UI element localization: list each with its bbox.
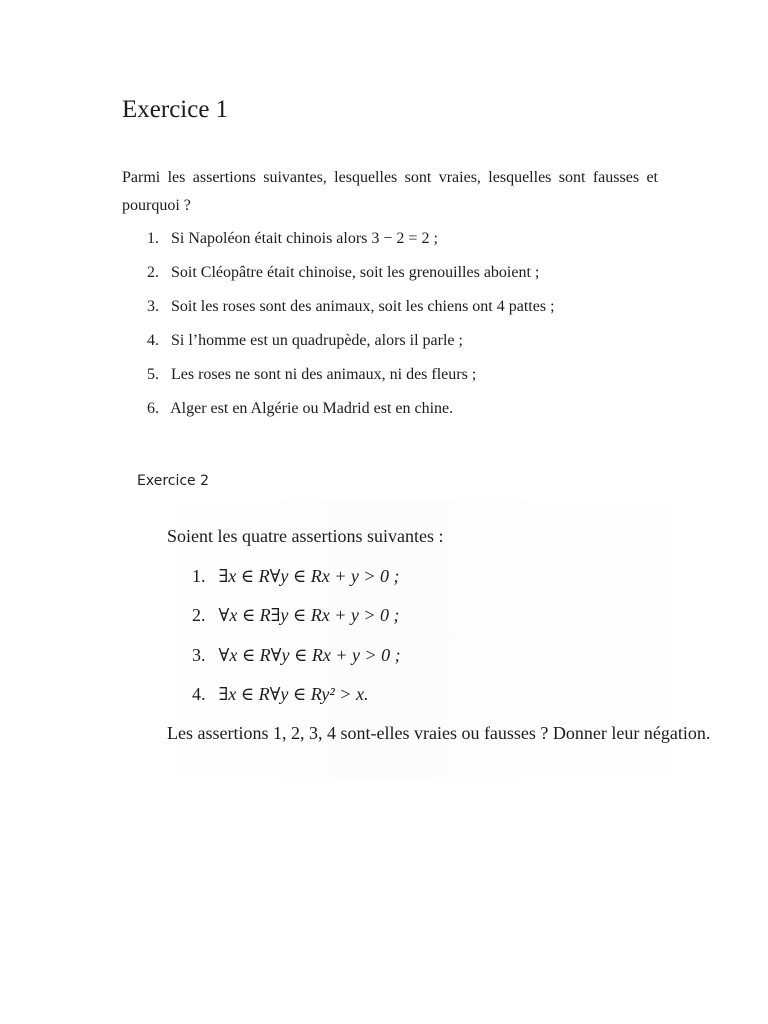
item-number: 2. (147, 264, 159, 281)
item-text: Soit Cléopâtre était chinoise, soit les grenouilles aboient ; (171, 264, 540, 281)
item-number: 3. (192, 645, 206, 665)
list-item (147, 364, 476, 386)
item-number: 1. (147, 230, 159, 247)
list-item (192, 643, 401, 667)
exercise-2-scan (152, 500, 710, 778)
item-number: 2. (192, 605, 206, 625)
item-number: 6. (147, 400, 159, 417)
formula: ∀x ∈ R∃y ∈ Rx + y > 0 ; (218, 605, 400, 625)
formula: ∃x ∈ R∀y ∈ Rx + y > 0 ; (218, 566, 400, 586)
exercise-2-title: Exercice 2 (137, 473, 210, 489)
item-number: 4. (147, 332, 159, 349)
list-item (147, 228, 438, 250)
item-text: Soit les roses sont des animaux, soit les chiens ont 4 pattes ; (171, 298, 555, 315)
list-item (147, 398, 453, 420)
list-item (192, 603, 400, 627)
list-item (147, 296, 555, 318)
formula: ∀x ∈ R∀y ∈ Rx + y > 0 ; (218, 645, 401, 665)
list-item (147, 262, 539, 284)
formula: ∃x ∈ R∀y ∈ Ry² > x. (218, 684, 369, 704)
item-text: Alger est en Algérie ou Madrid est en chine. (170, 400, 454, 417)
item-number: 3. (147, 298, 159, 315)
exercise-1-intro: Parmi les assertions suivantes, lesquelles sont vraies, lesquelles sont fausses et pourquoi ? (122, 169, 658, 214)
item-text: Si Napoléon était chinois alors 3 − 2 = 2 ; (171, 230, 438, 247)
exercise-2-intro: Soient les quatre assertions suivantes : (167, 526, 444, 546)
exercise-2-question: Les assertions 1, 2, 3, 4 sont-elles vraies ou fausses ? Donner leur négation. (167, 723, 711, 743)
list-item (192, 682, 368, 706)
list-item (147, 330, 463, 352)
item-text: Si l’homme est un quadrupède, alors il parle ; (171, 332, 463, 349)
item-number: 1. (192, 566, 206, 586)
list-item (192, 564, 400, 588)
item-number: 4. (192, 684, 206, 704)
exercise-1-title: Exercice 1 (122, 96, 229, 123)
item-text: Les roses ne sont ni des animaux, ni des fleurs ; (171, 366, 477, 383)
item-number: 5. (147, 366, 159, 383)
